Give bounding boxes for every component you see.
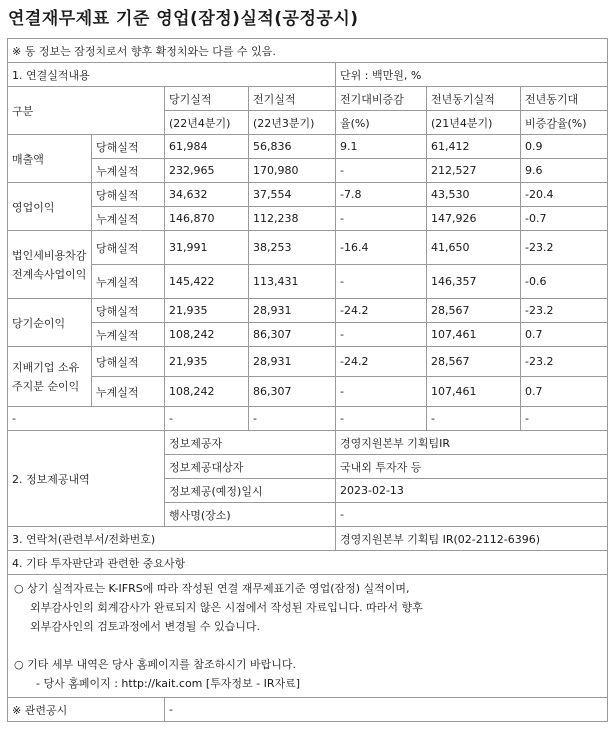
header-cur: 당기실적 [165,87,249,111]
cell: -16.4 [336,231,427,265]
note2-line2: - 당사 홈페이지 : http://kait.com [투자정보 - IR자료] [36,677,301,690]
row-kind: 누계실적 [92,207,165,231]
cell: - [165,407,249,431]
cell: 28,567 [427,347,521,377]
contact-value: 경영지원본부 기획팀 IR(02-2112-6396) [336,527,608,551]
note1-line2: 외부감사인의 회계감사가 완료되지 않은 시점에서 작성된 자료입니다. 따라서 향후 [30,601,423,614]
header-prev: 전기실적 [249,87,336,111]
disclosure-table [7,38,608,722]
row-kind: 당해실적 [92,299,165,323]
section4-label: 4. 기타 투자판단과 관련한 중요사항 [8,551,608,575]
cell: -23.2 [521,347,608,377]
cell: 107,461 [427,323,521,347]
row-kind: 누계실적 [92,377,165,407]
row-kind: 누계실적 [92,323,165,347]
row-name: 매출액 [8,135,92,183]
cell: 86,307 [249,377,336,407]
cell: - [336,265,427,299]
cell: - [521,407,608,431]
note2-line1: ○ 기타 세부 내역은 당사 홈페이지를 참조하시기 바랍니다. [14,658,296,671]
cell: 61,412 [427,135,521,159]
row-kind: 당해실적 [92,347,165,377]
header-qoq-1: 전기대비증감 [336,87,427,111]
cell: 0.7 [521,377,608,407]
row-name: 법인세비용차감전계속사업이익 [8,231,92,299]
row-name: 지배기업 소유주지분 순이익 [8,347,92,407]
section2-label: 2. 정보제공내역 [8,431,165,527]
notes-box [8,575,608,698]
cell: -24.2 [336,299,427,323]
cell: - [427,407,521,431]
cell: -0.6 [521,265,608,299]
cell: 107,461 [427,377,521,407]
cell: - [8,407,165,431]
cell: - [336,323,427,347]
cell: -20.4 [521,183,608,207]
section1-label: 1. 연결실적내용 [8,63,336,87]
cell: 56,836 [249,135,336,159]
provider-label: 정보제공자 [165,431,336,455]
cell: 43,530 [427,183,521,207]
cell: 34,632 [165,183,249,207]
cell: 108,242 [165,323,249,347]
row-kind: 당해실적 [92,231,165,265]
cell: 41,650 [427,231,521,265]
cell: 28,931 [249,347,336,377]
cell: 86,307 [249,323,336,347]
event-label: 행사명(장소) [165,503,336,527]
cell: 31,991 [165,231,249,265]
cell: 38,253 [249,231,336,265]
cell: 9.1 [336,135,427,159]
date-label: 정보제공(예정)일시 [165,479,336,503]
cell: 108,242 [165,377,249,407]
cell: 28,567 [427,299,521,323]
related-label: ※ 관련공시 [8,698,165,722]
header-yoyr-1: 전년동기대 [521,87,608,111]
event-value: - [336,503,608,527]
cell: -0.7 [521,207,608,231]
cell: - [336,159,427,183]
header-qoq-2: 율(%) [336,111,427,135]
row-kind: 누계실적 [92,265,165,299]
header-prev-period: (22년3분기) [249,111,336,135]
cell: 21,935 [165,347,249,377]
cell: 147,926 [427,207,521,231]
header-yoyr-2: 비증감율(%) [521,111,608,135]
cell: 0.9 [521,135,608,159]
unit-label: 단위 : 백만원, % [336,63,608,87]
notice: ※ 동 정보는 잠정치로서 향후 확정치와는 다를 수 있음. [8,39,608,63]
cell: 37,554 [249,183,336,207]
cell: -23.2 [521,231,608,265]
page-title: 연결재무제표 기준 영업(잠정)실적(공정공시) [8,9,359,29]
header-gubun: 구분 [8,87,165,135]
row-kind: 당해실적 [92,183,165,207]
date-value: 2023-02-13 [336,479,608,503]
provider-value: 경영지원본부 기획팀IR [336,431,608,455]
row-name: 당기순이익 [8,299,92,347]
row-kind: 당해실적 [92,135,165,159]
related-value: - [165,698,608,722]
cell: 170,980 [249,159,336,183]
cell: - [336,407,427,431]
row-name: 영업이익 [8,183,92,231]
cell: 145,422 [165,265,249,299]
target-value: 국내외 투자자 등 [336,455,608,479]
note1-line1: ○ 상기 실적자료는 K-IFRS에 따라 작성된 연결 재무제표기준 영업(잠정) 실적이며, [14,582,410,595]
section3-label: 3. 연락처(관련부서/전화번호) [8,527,336,551]
cell: 112,238 [249,207,336,231]
cell: 61,984 [165,135,249,159]
cell: 146,870 [165,207,249,231]
cell: - [336,207,427,231]
header-cur-period: (22년4분기) [165,111,249,135]
cell: 0.7 [521,323,608,347]
cell: 28,931 [249,299,336,323]
cell: -23.2 [521,299,608,323]
cell: - [249,407,336,431]
cell: 113,431 [249,265,336,299]
cell: 9.6 [521,159,608,183]
target-label: 정보제공대상자 [165,455,336,479]
row-kind: 누계실적 [92,159,165,183]
cell: -24.2 [336,347,427,377]
cell: 21,935 [165,299,249,323]
header-yoy-period: (21년4분기) [427,111,521,135]
cell: -7.8 [336,183,427,207]
cell: 212,527 [427,159,521,183]
cell: 146,357 [427,265,521,299]
header-yoy: 전년동기실적 [427,87,521,111]
cell: - [336,377,427,407]
spacer [14,636,603,655]
cell: 232,965 [165,159,249,183]
note1-line3: 외부감사인의 검토과정에서 변경될 수 있습니다. [30,620,261,633]
